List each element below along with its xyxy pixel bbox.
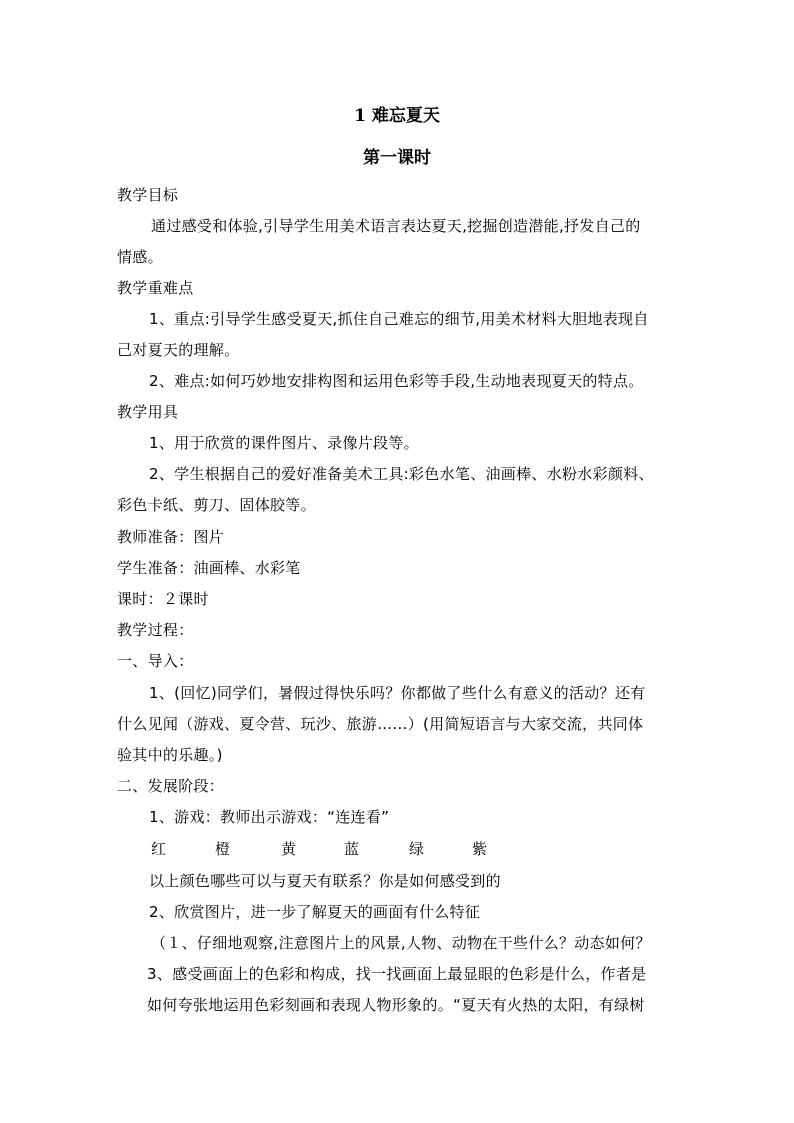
paragraph-line: 1、游戏：教师出示游戏：“连连看” <box>149 808 390 826</box>
paragraph-line: 课时：２课时 <box>117 590 209 608</box>
section-heading-intro: 一、导入： <box>117 652 194 670</box>
section-heading-development: 二、发展阶段： <box>117 777 225 795</box>
paragraph-line: 学生准备：油画棒、水彩笔 <box>117 559 301 577</box>
paragraph-line: 1、重点:引导学生感受夏天,抓住自己难忘的细节,用美术材料大胆地表现自 <box>149 310 649 328</box>
paragraph-line: 情感。 <box>117 248 163 266</box>
paragraph-line: 2、难点:如何巧妙地安排构图和运用色彩等手段,生动地表现夏天的特点。 <box>149 372 644 390</box>
color-word: 绿 <box>409 840 425 858</box>
color-word: 黄 <box>281 840 297 858</box>
section-heading-tools: 教学用具 <box>117 403 179 421</box>
paragraph-line: 1、用于欣赏的课件图片、录像片段等。 <box>149 434 419 452</box>
paragraph-line: 彩色卡纸、剪刀、固体胶等。 <box>117 496 316 514</box>
color-word: 橙 <box>215 840 231 858</box>
paragraph-line: 验其中的乐趣。) <box>117 746 223 764</box>
paragraph-line: （１、仔细地观察,注意图片上的风景,人物、动物在干些什么？动态如何？ <box>151 934 651 952</box>
paragraph-line: 1、(回忆)同学们，暑假过得快乐吗？你都做了些什么有意义的活动？还有 <box>149 684 646 702</box>
color-word: 紫 <box>472 840 488 858</box>
paragraph-line: 以上颜色哪些可以与夏天有联系？你是如何感受到的 <box>149 872 501 890</box>
paragraph-line: 3、感受画面上的色彩和构成，找一找画面上最显眼的色彩是什么，作者是 <box>147 965 647 983</box>
section-heading-process: 教学过程： <box>117 621 194 639</box>
paragraph-line: 如何夸张地运用色彩刻画和表现人物形象的。“夏天有火热的太阳，有绿树 <box>147 996 645 1014</box>
color-word: 红 <box>151 840 167 858</box>
section-heading-objectives: 教学目标 <box>117 186 179 204</box>
lesson-subtitle: 第一课时 <box>363 148 431 168</box>
paragraph-line: 2、欣赏图片，进一步了解夏天的画面有什么特征 <box>149 903 481 921</box>
paragraph-line: 2、学生根据自己的爱好准备美术工具:彩色水笔、油画棒、水粉水彩颜料、 <box>149 465 654 483</box>
paragraph-line: 什么见闻（游戏、夏令营、玩沙、旅游……）(用简短语言与大家交流，共同体 <box>117 715 644 733</box>
lesson-title: 1 难忘夏天 <box>354 106 440 126</box>
color-word: 蓝 <box>344 840 360 858</box>
section-heading-key-points: 教学重难点 <box>117 279 194 297</box>
paragraph-line: 己对夏天的理解。 <box>117 341 240 359</box>
paragraph-line: 教师准备：图片 <box>117 528 225 546</box>
paragraph-line: 通过感受和体验,引导学生用美术语言表达夏天,挖掘创造潜能,抒发自己的 <box>151 217 641 235</box>
